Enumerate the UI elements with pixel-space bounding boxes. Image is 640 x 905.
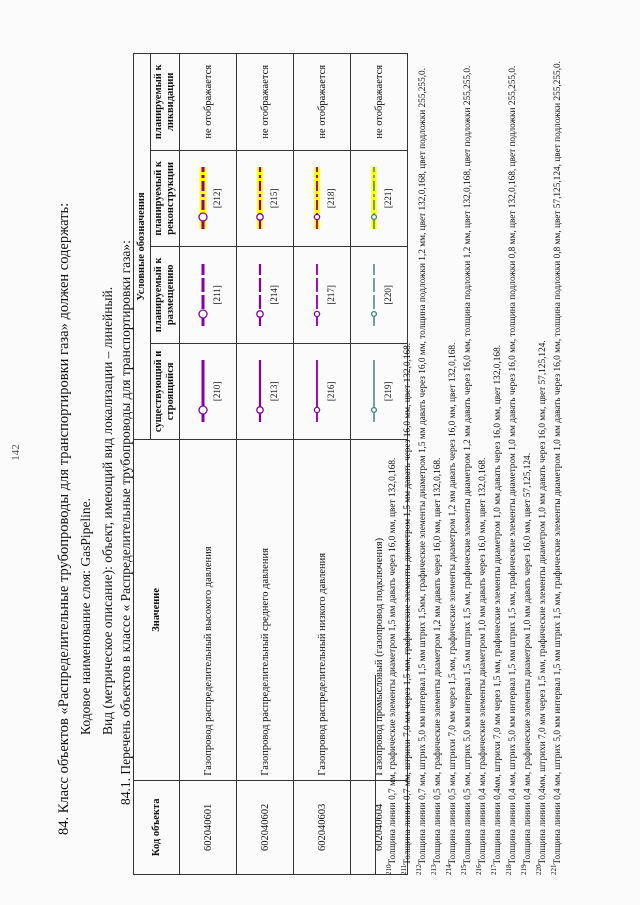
footnote-number: 213 bbox=[430, 864, 438, 875]
graphic-element bbox=[314, 215, 319, 220]
graphic-element bbox=[257, 311, 263, 317]
footnote bbox=[489, 45, 504, 875]
legend-cell-planned bbox=[294, 247, 351, 344]
footnote-ref: [215] bbox=[269, 188, 279, 209]
footnotes bbox=[375, 45, 564, 875]
line-symbol-existing bbox=[194, 356, 212, 426]
footnote bbox=[474, 45, 489, 875]
line-symbol-planned bbox=[308, 260, 326, 330]
footnote-number: 216 bbox=[475, 864, 483, 875]
footnote-number: 221 bbox=[550, 864, 558, 875]
footnote-number: 220 bbox=[535, 864, 543, 875]
graphic-element bbox=[199, 406, 207, 414]
legend-symbol-reconstruct bbox=[194, 155, 222, 243]
col-legend-header: Условные обозначения bbox=[134, 54, 151, 440]
footnote-ref: [212] bbox=[212, 188, 222, 209]
footnote-ref: [216] bbox=[326, 381, 336, 402]
footnote bbox=[444, 45, 459, 875]
legend-symbol-reconstruct bbox=[251, 155, 279, 243]
footnote bbox=[519, 45, 534, 875]
object-value: Газопровод распределительный низкого давления bbox=[294, 440, 351, 780]
footnote-number: 218 bbox=[505, 864, 513, 875]
legend-cell-existing bbox=[294, 343, 351, 440]
layer-code-line: Кодовое наименование слоя: GasPipeline. bbox=[78, 497, 93, 735]
footnote bbox=[414, 45, 429, 875]
legend-symbol-existing bbox=[308, 348, 336, 436]
graphic-element bbox=[257, 214, 263, 220]
liquidate-cell: не отображается bbox=[237, 54, 294, 151]
object-code: 602040602 bbox=[237, 780, 294, 874]
line-symbol-reconstruct bbox=[308, 163, 326, 233]
legend-symbol-planned bbox=[194, 251, 222, 339]
liquidate-cell: не отображается bbox=[294, 54, 351, 151]
footnote-ref: [220] bbox=[383, 285, 393, 305]
list-title: 84.1. Перечень объектов в классе « Распределительные трубопроводы для транспортировки газа»: bbox=[118, 240, 133, 805]
footnote-text: Толщина линии 0,4 мм, графические элементы диаметром 1,0 мм давать через 16,0 мм, цвет 57,125,124. bbox=[523, 452, 534, 865]
footnote-ref: [214] bbox=[269, 285, 279, 305]
footnote-ref: [217] bbox=[326, 285, 336, 305]
footnote-number: 214 bbox=[445, 864, 453, 875]
object-value: Газопровод промысловый (газопровод подключения) bbox=[351, 440, 408, 780]
footnote-separator bbox=[375, 675, 376, 875]
footnote-text: Толщина линии 0,7 мм, графические элементы диаметром 1,5 мм давать через 16,0 мм, цвет 132,0,168. bbox=[388, 457, 399, 865]
footnote-text: Толщина линии 0,4 мм, штрих 5,0 мм интервал 1,5 мм штрих 1,5 мм, графические элементы диаметром 1,0 мм давать через 16,0 мм, толщина подложки 0,8 мм, цвет 57,125,124, цвет подложки 255,255,0. bbox=[553, 61, 564, 865]
footnote-text: Толщина линии 0,5 мм, штрих 5,0 мм интервал 1,5 мм штрих 1,5 мм, графические элементы диаметром 1,2 мм давать через 16,0 мм, толщина подложки 1,2 мм, цвет 132,0,168, цвет подложки 255,255,0. bbox=[463, 65, 474, 865]
col-liquidate-header: планируемый к ликвидации bbox=[151, 54, 180, 151]
footnote-text: Толщина линии 0,4мм, штрихи 7,0 мм через 1,5 мм, графические элементы диаметром 1,0 мм давать через 16,0 мм, цвет 132,0,168. bbox=[493, 344, 504, 865]
col-code-header: Код объекта bbox=[134, 780, 180, 874]
footnote bbox=[399, 45, 414, 875]
footnote-number: 212 bbox=[415, 864, 423, 875]
footnote-ref: [218] bbox=[326, 188, 336, 209]
footnote-text: Толщина линии 0,4мм, штрихи 7,0 мм через 1,5 мм, графические элементы диаметром 1,0 мм давать через 16,0 мм, цвет 57,125,124. bbox=[538, 340, 549, 865]
line-symbol-existing bbox=[308, 356, 326, 426]
object-code: 602040604 bbox=[351, 780, 408, 874]
legend-cell-existing bbox=[237, 343, 294, 440]
footnote bbox=[534, 45, 549, 875]
line-symbol-planned bbox=[251, 260, 269, 330]
footnote-number: 211 bbox=[400, 864, 408, 875]
footnote-text: Толщина линии 0,7 мм, штрих 5,0 мм интервал 1,5 мм штрих 1,5мм, графические элементы диаметром 1,5 мм давать через 16,0 мм, толщина подложки 1,2 мм, цвет 132,0,168, цвет подложки 255,255,0. bbox=[418, 67, 429, 865]
legend-cell-reconstruct bbox=[237, 150, 294, 247]
line-symbol-planned bbox=[194, 260, 212, 330]
line-symbol-reconstruct bbox=[194, 163, 212, 233]
footnote-text: Толщина линии 0,5 мм, штрихи 7,0 мм через 1,5 мм, графические элементы диаметром 1,2 мм давать через 16,0 мм, цвет 132,0,168. bbox=[448, 342, 459, 865]
footnote-number: 219 bbox=[520, 864, 528, 875]
object-code: 602040603 bbox=[294, 780, 351, 874]
col-existing-header: существующий и строящийся bbox=[151, 343, 180, 440]
col-reconstruct-header: планируемый к реконструкции bbox=[151, 150, 180, 247]
graphic-element bbox=[199, 310, 207, 318]
graphic-element bbox=[314, 408, 319, 413]
legend-cell-reconstruct bbox=[294, 150, 351, 247]
footnote-text: Толщина линии 0,7 мм, штрихи 7,0 мм через 1,5 мм, графические элементы диаметром 1,5 мм давать через 16,0 мм, цвет 132,0,168. bbox=[403, 342, 414, 865]
footnote-text: Толщина линии 0,5 мм, графические элементы диаметром 1,2 мм давать через 16,0 мм, цвет 132,0,168. bbox=[433, 457, 444, 865]
footnote-ref: [210] bbox=[212, 381, 222, 402]
col-value-header: Значение bbox=[134, 440, 180, 780]
legend-cell-planned bbox=[237, 247, 294, 344]
footnote bbox=[459, 45, 474, 875]
table-row bbox=[237, 54, 294, 875]
legend-symbol-reconstruct bbox=[308, 155, 336, 243]
object-value: Газопровод распределительный высокого давления bbox=[180, 440, 237, 780]
legend-symbol-existing bbox=[194, 348, 222, 436]
graphic-element bbox=[257, 407, 263, 413]
footnote bbox=[549, 45, 564, 875]
footnote-ref: [221] bbox=[383, 188, 393, 209]
legend-cell-planned bbox=[180, 247, 237, 344]
footnote bbox=[429, 45, 444, 875]
legend-symbol-planned bbox=[308, 251, 336, 339]
legend-cell-existing bbox=[180, 343, 237, 440]
col-planned-header: планируемый к размещению bbox=[151, 247, 180, 344]
page-number: 142 bbox=[10, 444, 22, 461]
object-value: Газопровод распределительный среднего давления bbox=[237, 440, 294, 780]
footnote-ref: [213] bbox=[269, 381, 279, 402]
footnote-ref: [211] bbox=[212, 285, 222, 305]
object-code: 602040601 bbox=[180, 780, 237, 874]
footnote-text: Толщина линии 0,4 мм, штрих 5,0 мм интервал 1,5 мм штрих 1,5 мм, графические элементы диаметром 1,0 мм давать через 16,0 мм, толщина подложки 0,8 мм, цвет 132,0,168, цвет подложки 255,255,0. bbox=[508, 65, 519, 865]
footnote-number: 215 bbox=[460, 864, 468, 875]
geometry-type-line: Вид (метрическое описание): объект, имеющий вид локализации – линейный. bbox=[100, 286, 115, 735]
footnote-ref: [219] bbox=[383, 381, 393, 402]
graphic-element bbox=[199, 213, 207, 221]
line-symbol-reconstruct bbox=[251, 163, 269, 233]
footnote-number: 217 bbox=[490, 864, 498, 875]
table-row bbox=[180, 54, 237, 875]
legend-symbol-planned bbox=[251, 251, 279, 339]
liquidate-cell: не отображается bbox=[351, 54, 408, 151]
table-row bbox=[294, 54, 351, 875]
footnote bbox=[504, 45, 519, 875]
legend-cell-reconstruct bbox=[180, 150, 237, 247]
graphic-element bbox=[314, 311, 319, 316]
legend-symbol-existing bbox=[251, 348, 279, 436]
footnote-text: Толщина линии 0,4 мм, графические элементы диаметром 1,0 мм давать через 16,0 мм, цвет 132,0,168. bbox=[478, 457, 489, 865]
footnote bbox=[384, 45, 399, 875]
line-symbol-existing bbox=[251, 356, 269, 426]
footnote-number: 210 bbox=[385, 864, 393, 875]
section-heading: 84. Класс объектов «Распределительные трубопроводы для транспортировки газа» должен содержать: bbox=[56, 202, 72, 835]
objects-table bbox=[133, 53, 408, 875]
liquidate-cell: не отображается bbox=[180, 54, 237, 151]
